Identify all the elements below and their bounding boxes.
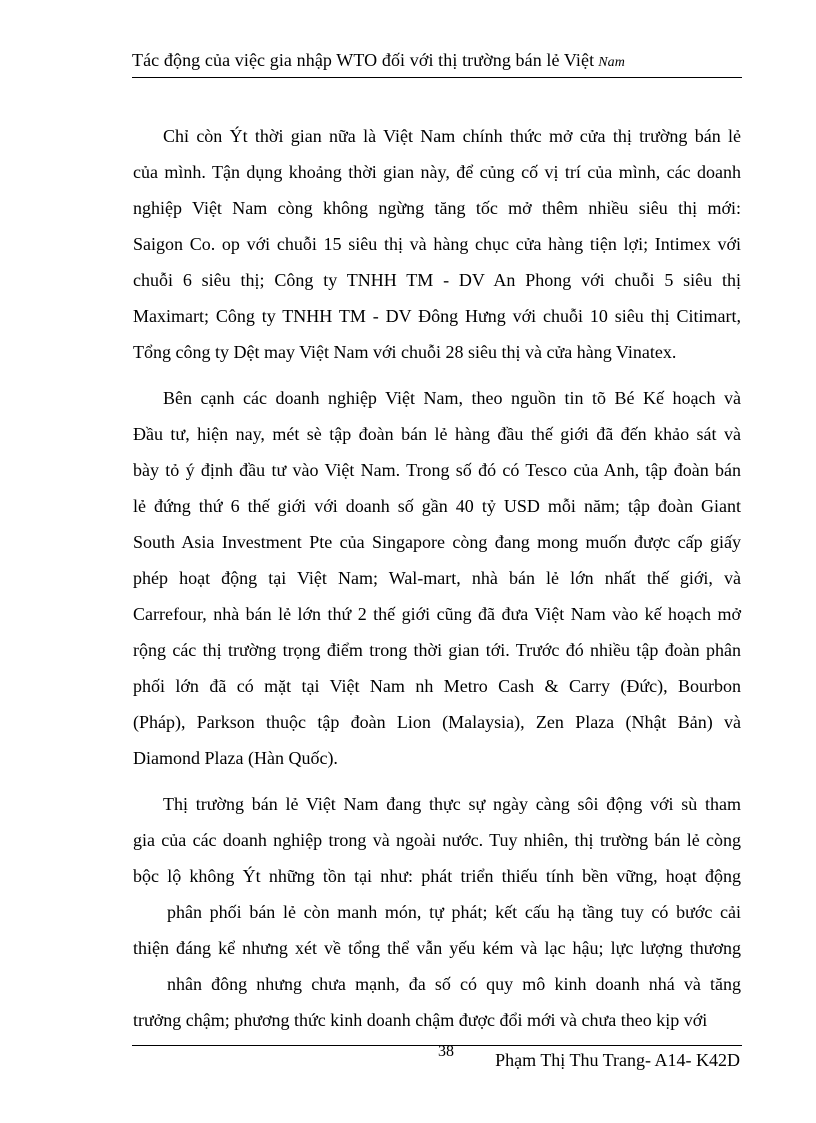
paragraph-3-line: gia của các doanh nghiệp trong và ngoài nước. Tuy nhiên, thị trường bán lẻ còng bbox=[133, 830, 741, 850]
header-title-text: Tác động của việc gia nhập WTO đối với thị trường bán lẻ Việt bbox=[132, 50, 595, 70]
page-number: 38 bbox=[438, 1043, 454, 1060]
paragraph-2-line: Carrefour, nhà bán lẻ lớn thứ 2 thế giới cũng đã đưa Việt Nam vào kế hoạch mở bbox=[133, 604, 741, 624]
paragraph-2-line: Diamond Plaza (Hàn Quốc). bbox=[133, 748, 338, 768]
paragraph-2-line: phối lớn đã có mặt tại Việt Nam nh Metro Cash & Carry (Đức), Bourbon bbox=[133, 676, 741, 696]
page-header bbox=[132, 50, 742, 78]
paragraph-3-line: bộc lộ không Ýt những tồn tại như: phát triển thiếu tính bền vững, hoạt động bbox=[133, 866, 741, 886]
paragraph-gap bbox=[133, 370, 741, 380]
paragraph-1-line: Saigon Co. op với chuỗi 15 siêu thị và hàng chục cửa hàng tiện lợi; Intimex với bbox=[133, 234, 741, 254]
header-title bbox=[132, 50, 625, 71]
paragraph-2-line: lẻ đứng thứ 6 thế giới với doanh số gần 40 tỷ USD mỗi năm; tập đoàn Giant bbox=[133, 496, 741, 516]
paragraph-1-line: Chỉ còn Ýt thời gian nữa là Việt Nam chính thức mở cửa thị trường bán lẻ bbox=[163, 126, 741, 146]
paragraph-2-line: Đầu tư, hiện nay, mét sè tập đoàn bán lẻ hàng đầu thế giới đã đến khảo sát và bbox=[133, 424, 741, 444]
body-text bbox=[133, 118, 741, 1038]
paragraph-3-line: thiện đáng kể nhưng xét về tổng thể vẫn yếu kém và lạc hậu; lực lượng thương bbox=[133, 938, 741, 958]
page-footer bbox=[132, 1043, 742, 1070]
paragraph-3-line: trưởng chậm; phương thức kinh doanh chậm được đổi mới và chưa theo kịp với bbox=[133, 1010, 708, 1030]
paragraph-1-line: của mình. Tận dụng khoảng thời gian này, để củng cố vị trí của mình, các doanh bbox=[133, 162, 741, 182]
header-title-tail: Nam bbox=[598, 55, 625, 70]
paragraph-3-line: nhân đông nhưng chưa mạnh, đa số có quy mô kinh doanh nhá và tăng bbox=[167, 974, 741, 994]
paragraph-2-line: (Pháp), Parkson thuộc tập đoàn Lion (Malaysia), Zen Plaza (Nhật Bản) và bbox=[133, 712, 741, 732]
paragraph-2-line: Bên cạnh các doanh nghiệp Việt Nam, theo nguồn tin tõ Bé Kế hoạch và bbox=[163, 388, 741, 408]
paragraph-2-line: South Asia Investment Pte của Singapore còng đang mong muốn được cấp giấy bbox=[133, 532, 741, 552]
paragraph-1-line: Tổng công ty Dệt may Việt Nam với chuỗi 28 siêu thị và cửa hàng Vinatex. bbox=[133, 342, 677, 362]
footer-author: Phạm Thị Thu Trang- A14- K42D bbox=[495, 1050, 740, 1070]
paragraph-gap bbox=[133, 776, 741, 786]
paragraph-2-line: rộng các thị trường trọng điểm trong thời gian tới. Trước đó nhiều tập đoàn phân bbox=[133, 640, 741, 660]
paragraph-2-line: phép hoạt động tại Việt Nam; Wal-mart, nhà bán lẻ lớn nhất thế giới, và bbox=[133, 568, 741, 588]
paragraph-1-line: chuỗi 6 siêu thị; Công ty TNHH TM - DV An Phong với chuỗi 5 siêu thị bbox=[133, 270, 741, 290]
paragraph-1-line: Maximart; Công ty TNHH TM - DV Đông Hưng với chuỗi 10 siêu thị Citimart, bbox=[133, 306, 741, 326]
paragraph-1-line: nghiệp Việt Nam còng không ngừng tăng tốc mở thêm nhiều siêu thị mới: bbox=[133, 198, 741, 218]
paragraph-3-line: phân phối bán lẻ còn manh món, tự phát; kết cấu hạ tầng tuy có bước cải bbox=[167, 902, 741, 922]
paragraph-3-line: Thị trường bán lẻ Việt Nam đang thực sự ngày càng sôi động với sù tham bbox=[163, 794, 741, 814]
paragraph-2-line: bày tỏ ý định đầu tư vào Việt Nam. Trong số đó có Tesco của Anh, tập đoàn bán bbox=[133, 460, 741, 480]
